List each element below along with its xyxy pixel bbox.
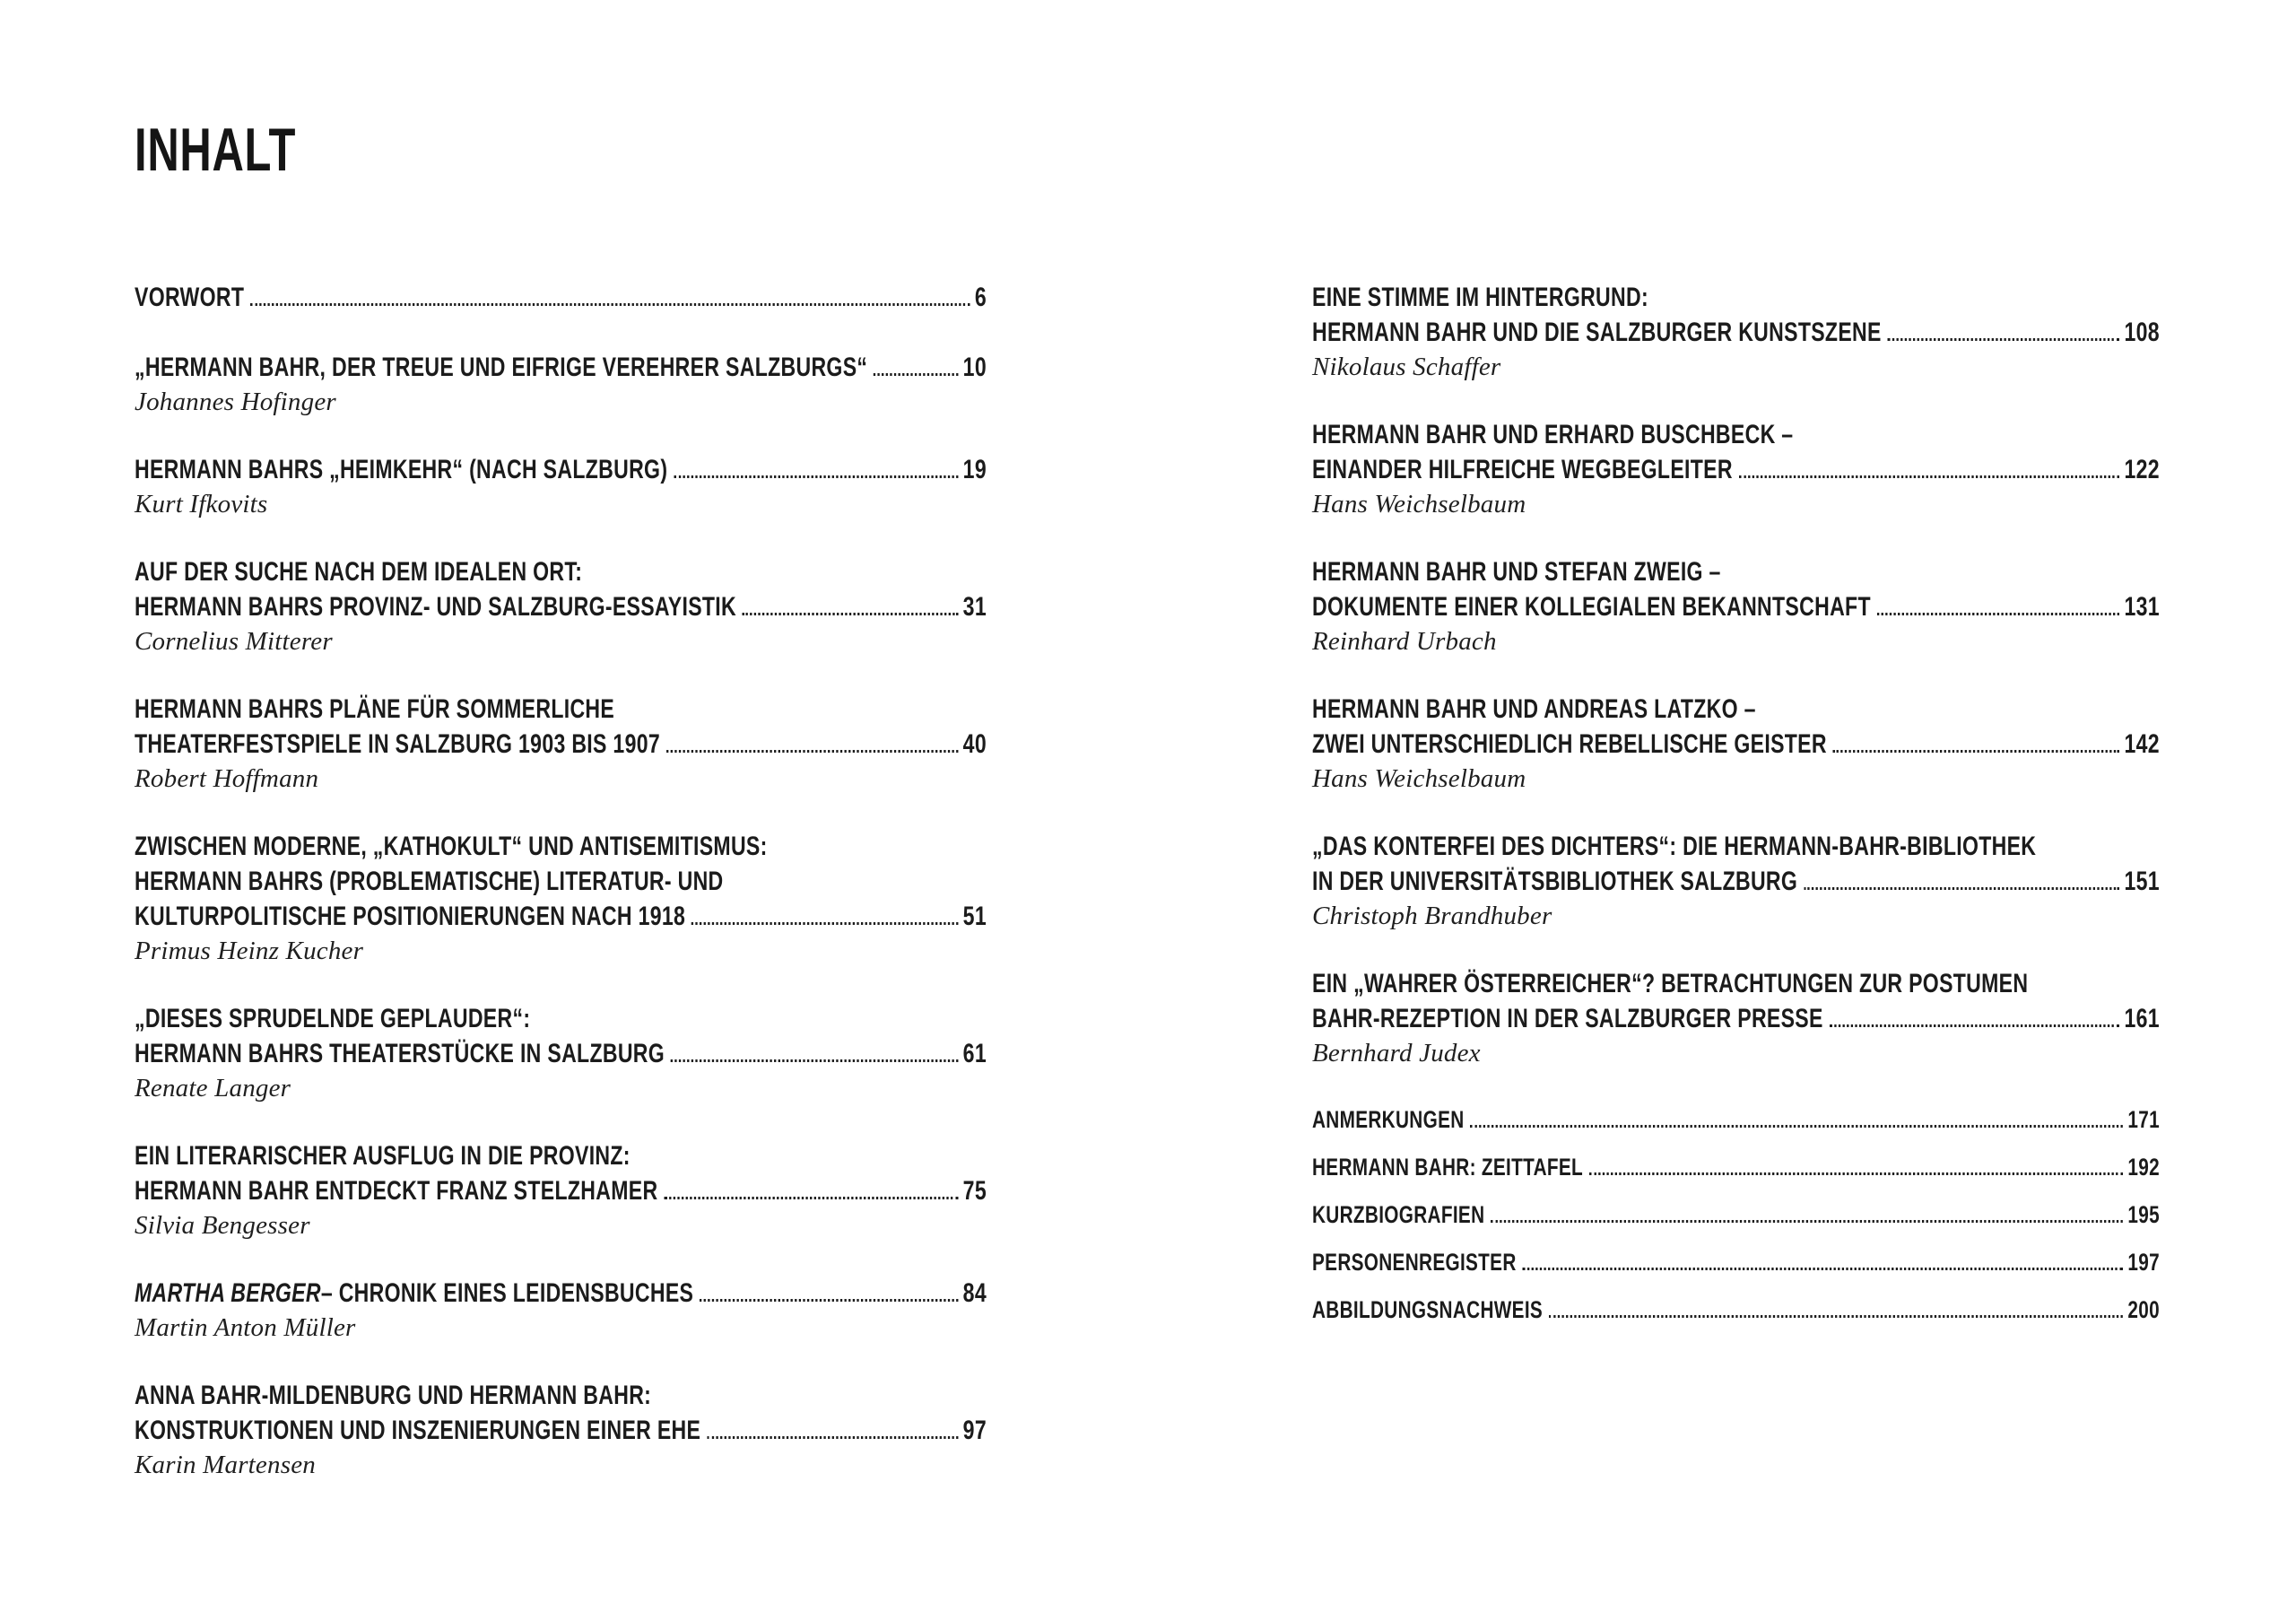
- page-number: 122: [2124, 455, 2160, 484]
- page-number: 151: [2124, 867, 2160, 896]
- entry-title-text: VORWORT: [135, 283, 245, 312]
- entry-author: Kurt Ifkovits: [135, 490, 268, 519]
- page-number: 131: [2124, 592, 2160, 622]
- backmatter-list: [1312, 1103, 2160, 1326]
- backmatter-row: [1312, 1198, 2160, 1231]
- backmatter-row: [1312, 1103, 2160, 1136]
- dot-leader: [671, 1059, 958, 1062]
- page-number: 161: [2124, 1004, 2160, 1033]
- dot-leader: [743, 613, 958, 615]
- entry-author: Silvia Bengesser: [135, 1211, 310, 1240]
- backmatter-label: HERMANN BAHR: ZEITTAFEL: [1312, 1154, 1584, 1181]
- entry-author: Cornelius Mitterer: [135, 627, 333, 656]
- dot-leader: [1589, 1172, 2123, 1175]
- entry-title-line: [135, 350, 987, 385]
- entry-title-line: [135, 727, 987, 762]
- toc-entry: [1312, 829, 2160, 931]
- dot-leader: [874, 373, 958, 376]
- backmatter-label: ABBILDUNGSNACHWEIS: [1312, 1296, 1544, 1323]
- entry-title-line: [1312, 864, 2160, 899]
- entry-title-text: HERMANN BAHR UND ERHARD BUSCHBECK –: [1312, 420, 1794, 449]
- entry-title-line: [135, 1138, 987, 1173]
- page-number: 51: [962, 902, 987, 931]
- page-number: 142: [2124, 729, 2160, 759]
- dot-leader: [1888, 338, 2120, 341]
- entry-title-text: „HERMANN BAHR, DER TREUE UND EIFRIGE VEREHRER SALZBURGS“: [135, 353, 868, 382]
- entry-title-text: HERMANN BAHRS „HEIMKEHR“ (NACH SALZBURG): [135, 455, 668, 484]
- dot-leader: [674, 475, 958, 478]
- entry-title-line: [135, 452, 987, 487]
- toc-entry: [1312, 417, 2160, 519]
- backmatter-row: [1312, 1246, 2160, 1278]
- page-number: 75: [962, 1176, 987, 1206]
- toc-entry: [1312, 692, 2160, 794]
- entry-title-text: ANNA BAHR-MILDENBURG UND HERMANN BAHR:: [135, 1381, 652, 1410]
- toc-entry: [135, 452, 987, 519]
- entry-title-line: [135, 1378, 987, 1413]
- entry-title-text: KULTURPOLITISCHE POSITIONIERUNGEN NACH 1918: [135, 902, 686, 931]
- entry-title-text: IN DER UNIVERSITÄTSBIBLIOTHEK SALZBURG: [1312, 867, 1798, 896]
- toc-entry: [135, 280, 987, 315]
- entry-title-text: HERMANN BAHRS (PROBLEMATISCHE) LITERATUR- UND: [135, 867, 724, 896]
- toc-entry: [1312, 554, 2160, 657]
- entry-title-text: AUF DER SUCHE NACH DEM IDEALEN ORT:: [135, 557, 583, 587]
- entry-title-line: [135, 829, 987, 864]
- entry-title-text: ZWEI UNTERSCHIEDLICH REBELLISCHE GEISTER: [1312, 729, 1827, 759]
- entry-title-line: [135, 1276, 987, 1311]
- page-number: 97: [962, 1416, 987, 1445]
- entry-title-line: [135, 589, 987, 624]
- entry-title-line: [135, 864, 987, 899]
- entry-title-text: HERMANN BAHR ENTDECKT FRANZ STELZHAMER: [135, 1176, 658, 1206]
- entry-title-text: – CHRONIK EINES LEIDENSBUCHES: [320, 1278, 694, 1308]
- toc-column-right: [1312, 280, 2160, 1341]
- entry-title-line: [1312, 417, 2160, 452]
- entry-title-text: HERMANN BAHR UND DIE SALZBURGER KUNSTSZENE: [1312, 318, 1882, 347]
- dot-leader: [666, 750, 958, 753]
- toc-entry: [1312, 280, 2160, 382]
- entry-author: Reinhard Urbach: [1312, 627, 1497, 656]
- entry-author: Nikolaus Schaffer: [1312, 353, 1501, 381]
- toc-entry: [135, 554, 987, 657]
- page-number: 6: [974, 283, 987, 312]
- page-number: 197: [2127, 1249, 2160, 1276]
- backmatter-label: KURZBIOGRAFIEN: [1312, 1201, 1485, 1228]
- dot-leader: [1833, 750, 2119, 753]
- entry-title-text: „DIESES SPRUDELNDE GEPLAUDER“:: [135, 1004, 531, 1033]
- dot-leader: [1491, 1220, 2123, 1223]
- entry-title-line: [1312, 727, 2160, 762]
- backmatter-row: [1312, 1294, 2160, 1326]
- entry-title-line: [135, 1413, 987, 1448]
- toc-column-left: [135, 280, 987, 1515]
- entry-author: Hans Weichselbaum: [1312, 490, 1526, 519]
- page-number: 61: [962, 1039, 987, 1068]
- toc-entry: [1312, 966, 2160, 1068]
- entry-title-line: [1312, 554, 2160, 589]
- entry-author: Johannes Hofinger: [135, 388, 336, 416]
- toc-entry: [135, 829, 987, 966]
- dot-leader: [1830, 1024, 2120, 1027]
- entry-title-text: THEATERFESTSPIELE IN SALZBURG 1903 BIS 1907: [135, 729, 660, 759]
- entry-title-line: [135, 1001, 987, 1036]
- entry-title-line: [1312, 452, 2160, 487]
- page-number: 200: [2127, 1296, 2160, 1323]
- entry-author: Bernhard Judex: [1312, 1039, 1481, 1068]
- entry-title-line: [135, 899, 987, 934]
- entry-title-text: KONSTRUKTIONEN UND INSZENIERUNGEN EINER EHE: [135, 1416, 701, 1445]
- toc-entry: [135, 1276, 987, 1343]
- entry-author: Hans Weichselbaum: [1312, 764, 1526, 793]
- page-number: 108: [2124, 318, 2160, 347]
- page-number: 10: [962, 353, 987, 382]
- entry-title-text: DOKUMENTE EINER KOLLEGIALEN BEKANNTSCHAFT: [1312, 592, 1871, 622]
- entry-title-line: [135, 280, 987, 315]
- entry-title-line: [1312, 966, 2160, 1001]
- dot-leader: [250, 303, 970, 306]
- toc-entry: [135, 1378, 987, 1480]
- entry-title-text: EIN LITERARISCHER AUSFLUG IN DIE PROVINZ:: [135, 1141, 631, 1171]
- entry-title-line: [1312, 315, 2160, 350]
- entry-title-line: [135, 1173, 987, 1208]
- entry-title-line: [1312, 589, 2160, 624]
- dot-leader: [1523, 1268, 2123, 1270]
- entry-title-text: MARTHA BERGER: [135, 1278, 321, 1308]
- backmatter-label: PERSONENREGISTER: [1312, 1249, 1517, 1276]
- page-number: 31: [962, 592, 987, 622]
- dot-leader: [707, 1436, 958, 1439]
- dot-leader: [1739, 475, 2119, 478]
- entry-title-line: [1312, 1001, 2160, 1036]
- dot-leader: [1877, 613, 2119, 615]
- entry-author: Karin Martensen: [135, 1451, 316, 1479]
- toc-entry: [135, 692, 987, 794]
- entry-author: Christoph Brandhuber: [1312, 902, 1552, 930]
- dot-leader: [691, 922, 958, 925]
- toc-entry: [135, 1001, 987, 1103]
- entry-title-text: BAHR-REZEPTION IN DER SALZBURGER PRESSE: [1312, 1004, 1823, 1033]
- entry-title-line: [135, 1036, 987, 1071]
- entry-title-line: [1312, 692, 2160, 727]
- entry-title-text: HERMANN BAHR UND ANDREAS LATZKO –: [1312, 694, 1756, 724]
- entry-title-text: HERMANN BAHRS PROVINZ- UND SALZBURG-ESSAYISTIK: [135, 592, 737, 622]
- toc-entry: [135, 1138, 987, 1241]
- dot-leader: [1549, 1315, 2123, 1318]
- entry-title-text: EIN „WAHRER ÖSTERREICHER“? BETRACHTUNGEN ZUR POSTUMEN: [1312, 969, 2029, 998]
- entry-title-text: EINANDER HILFREICHE WEGBEGLEITER: [1312, 455, 1733, 484]
- dot-leader: [1470, 1125, 2123, 1128]
- page-number: 195: [2127, 1201, 2160, 1228]
- entry-title-text: „DAS KONTERFEI DES DICHTERS“: DIE HERMANN-BAHR-BIBLIOTHEK: [1312, 832, 2037, 861]
- entry-title-text: EINE STIMME IM HINTERGRUND:: [1312, 283, 1648, 312]
- entry-title-line: [1312, 280, 2160, 315]
- page-number: 40: [962, 729, 987, 759]
- entry-title-text: HERMANN BAHRS THEATERSTÜCKE IN SALZBURG: [135, 1039, 665, 1068]
- entry-author: Robert Hoffmann: [135, 764, 319, 793]
- entry-title-text: ZWISCHEN MODERNE, „KATHOKULT“ UND ANTISEMITISMUS:: [135, 832, 768, 861]
- dot-leader: [700, 1299, 958, 1302]
- entry-title-line: [135, 554, 987, 589]
- page-number: 84: [962, 1278, 987, 1308]
- dot-leader: [664, 1197, 958, 1199]
- backmatter-row: [1312, 1151, 2160, 1183]
- page-title: INHALT: [135, 116, 297, 184]
- entry-title-line: [1312, 829, 2160, 864]
- backmatter-label: ANMERKUNGEN: [1312, 1106, 1465, 1133]
- entry-title-line: [135, 692, 987, 727]
- dot-leader: [1804, 887, 2119, 890]
- entry-author: Primus Heinz Kucher: [135, 937, 364, 965]
- entry-author: Martin Anton Müller: [135, 1313, 356, 1342]
- entry-title-text: HERMANN BAHRS PLÄNE FÜR SOMMERLICHE: [135, 694, 615, 724]
- entry-title-text: HERMANN BAHR UND STEFAN ZWEIG –: [1312, 557, 1721, 587]
- page-number: 19: [962, 455, 987, 484]
- page-number: 171: [2127, 1106, 2160, 1133]
- toc-entry: [135, 350, 987, 417]
- page-number: 192: [2127, 1154, 2160, 1181]
- entry-author: Renate Langer: [135, 1074, 291, 1102]
